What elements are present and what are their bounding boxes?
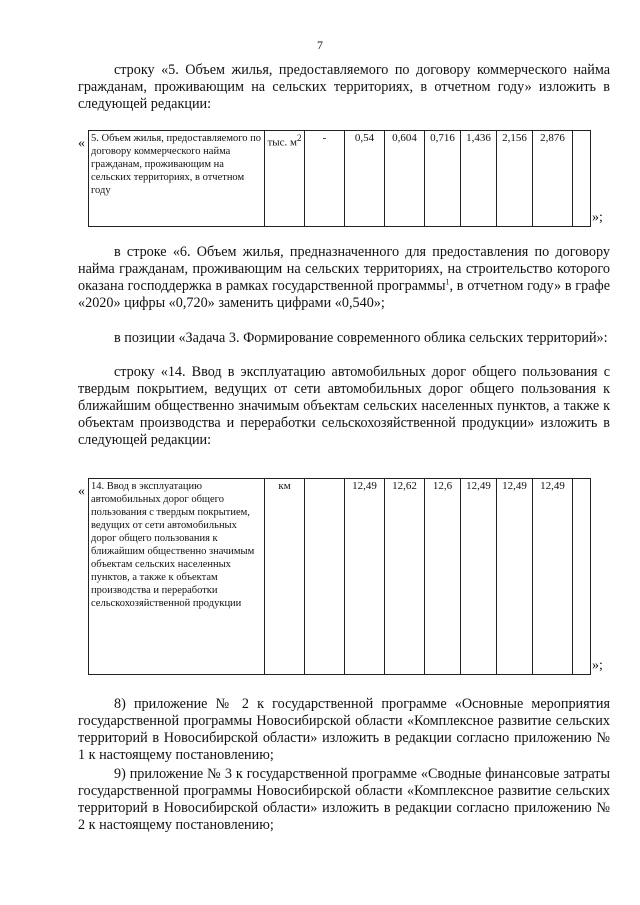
table1-value-cell: -: [305, 131, 345, 227]
paragraph-1: [78, 62, 610, 113]
table1-unit-cell: [265, 131, 305, 227]
table1-close-quote: »;: [592, 210, 603, 225]
table-row-14: [88, 478, 591, 675]
paragraph-3: [78, 330, 610, 347]
table1-unit-sup: 2: [296, 133, 302, 143]
table2-value-cell: 12,49: [533, 479, 573, 675]
paragraph-2-text: в строке «6. Объем жилья, предназначенного для предоставления по договору найма гражданам, проживающим на сельских территориях, на строительство которого оказана господдержка в рамках государственной программы: [78, 244, 610, 294]
table2-value-cell: [573, 479, 591, 675]
table1-value-cell: 1,436: [461, 131, 497, 227]
paragraph-2-text-end: , в отчетном году» в графе «2020» цифры «0,720» заменить цифрами «0,540»;: [78, 278, 610, 311]
table-row-5: [88, 130, 591, 227]
paragraph-4-text: строку «14. Ввод в эксплуатацию автомобильных дорог общего пользования с твердым покрытием, ведущих от сети автомобильных дорог общего пользования к ближайшим общественно значимым объектам сельских населенных пунктов, а также к объектам производства и переработки сельскохозяйственной продукции» изложить в следующей редакции:: [78, 364, 610, 448]
paragraph-6-text: 9) приложение № 3 к государственной программе «Сводные финансовые затраты государственной программы Новосибирской области «Комплексное развитие сельских территорий в Новосибирской области» изложить в редакции согласно приложению № 2 к настоящему постановлению;: [78, 766, 610, 833]
paragraph-5: [78, 696, 610, 764]
paragraph-5-text: 8) приложение № 2 к государственной программе «Основные мероприятия государственной программы Новосибирской области «Комплексное развитие сельских территорий в Новосибирской области» изложить в редакции согласно приложению № 1 к настоящему постановлению;: [78, 696, 610, 763]
table1-value-cell: 0,716: [425, 131, 461, 227]
table1-value-cell: 0,54: [345, 131, 385, 227]
footnote-marker: 1: [445, 277, 450, 287]
table2-value-cell: [305, 479, 345, 675]
table1-value-cell: 2,156: [497, 131, 533, 227]
table2-close-quote: »;: [592, 658, 603, 673]
paragraph-1-text: строку «5. Объем жилья, предоставляемого по договору коммерческого найма гражданам, проживающим на сельских территориях, в отчетном году» изложить в следующей редакции:: [78, 62, 610, 112]
table1-value-cell: 0,604: [385, 131, 425, 227]
table2-value-cell: 12,49: [497, 479, 533, 675]
table1-open-quote: «: [78, 136, 85, 151]
table2-value-cell: 12,49: [345, 479, 385, 675]
paragraph-6: [78, 766, 610, 834]
table2-unit-cell: км: [265, 479, 305, 675]
table1-value-cell: 2,876: [533, 131, 573, 227]
table2-value-cell: 12,62: [385, 479, 425, 675]
page-number: 7: [317, 38, 323, 52]
paragraph-4: [78, 364, 610, 449]
table2-label-cell: 14. Ввод в эксплуатацию автомобильных дорог общего пользования с твердым покрытием, ведущих от сети автомобильных дорог общего пользования к ближайшим общественно значимым объектам сельских населенных пунктов, а также к объектам производства и переработки сельскохозяйственной продукции: [89, 479, 265, 675]
table2-open-quote: «: [78, 484, 85, 499]
paragraph-2: [78, 244, 610, 312]
table1-unit: тыс. м: [267, 136, 297, 149]
table2-value-cell: 12,49: [461, 479, 497, 675]
table1-label-cell: 5. Объем жилья, предоставляемого по договору коммерческого найма гражданам, проживающим на сельских территориях, в отчетном году: [89, 131, 265, 227]
paragraph-3-text: в позиции «Задача 3. Формирование современного облика сельских территорий»:: [114, 330, 608, 346]
table1-value-cell: [573, 131, 591, 227]
table2-value-cell: 12,6: [425, 479, 461, 675]
